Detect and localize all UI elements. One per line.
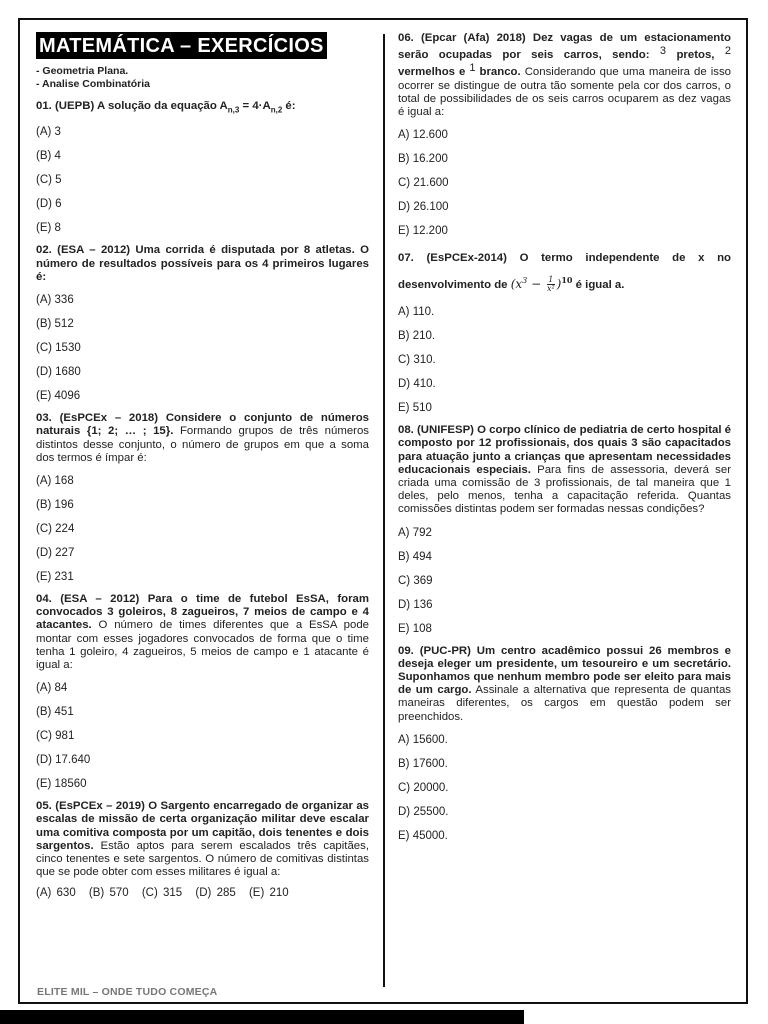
option: (A) 630 bbox=[36, 887, 76, 900]
q9-stem-bold: 09. (PUC-PR) Um centro acadêmico possui 26 membros e deseja eleger um presidente, um tesoureiro e um secretário. Suponhamos que nenhum membro pode ser eleito para mais de um cargo. bbox=[398, 644, 731, 697]
option: A) 110. bbox=[398, 306, 435, 319]
question-05 bbox=[36, 800, 369, 879]
q6-n3: 1 bbox=[469, 62, 476, 75]
question-08 bbox=[398, 424, 731, 516]
option: (C) 315 bbox=[141, 887, 183, 900]
q6-t1: pretos, bbox=[666, 49, 725, 62]
option: (E) 4096 bbox=[36, 390, 81, 403]
q1-stem-c: é: bbox=[282, 100, 296, 112]
option: (B) 451 bbox=[36, 706, 74, 719]
q7-frac-num: 1 bbox=[548, 275, 554, 285]
q6-n1: 3 bbox=[659, 45, 667, 58]
topic-item: - Geometria Plana. bbox=[36, 65, 129, 77]
q4-stem: O número de times diferentes que a EsSA pode montar com esses jogadores convocados de forma que o time tenha 1 goleiro, 4 zagueiros, 5 meios de campo e 1 atacante é igual a: bbox=[36, 619, 369, 671]
option: A) 15600. bbox=[398, 733, 448, 746]
option: (C) 1530 bbox=[36, 342, 81, 355]
q1-sub2: n,2 bbox=[270, 105, 283, 115]
option: B) 210. bbox=[398, 330, 436, 343]
option: (C) 5 bbox=[36, 174, 62, 187]
option: (D) 6 bbox=[36, 198, 62, 211]
option: (D) 17.640 bbox=[36, 754, 91, 767]
option: B) 494 bbox=[398, 550, 432, 563]
q3-stem-bold: 03. (EsPCEx – 2018) Considere o conjunto de números naturais {1; 2; … ; 15}. bbox=[36, 412, 369, 438]
q5-stem-bold: 05. (EsPCEx – 2019) O Sargento encarregado de organizar as escalas de missão de certa organização militar deve escalar uma comitiva composta por um capitão, dois tenentes e dois sargentos. bbox=[36, 800, 369, 852]
q6-stem-bold: 06. (Epcar (Afa) 2018) Dez vagas de um estacionamento serão ocupadas por seis carros, sendo: bbox=[398, 32, 731, 62]
q7-expression: ($x^3$ − $\frac{1}{\text{x²}}$ )$^{10}$ bbox=[510, 275, 573, 294]
footer-brand: ELITE MIL – ONDE TUDO COMEÇA bbox=[37, 986, 218, 998]
q4-stem-bold: 04. (ESA – 2012) Para o time de futebol EsSA, foram convocados 3 goleiros, 8 zagueiros, 7 meios de campo e 4 atacantes. bbox=[36, 592, 369, 632]
option: D) 26.100 bbox=[398, 201, 449, 214]
option: (C) 224 bbox=[36, 522, 75, 535]
column-divider bbox=[383, 34, 385, 987]
question-01 bbox=[36, 100, 369, 116]
option: C) 310. bbox=[398, 354, 436, 367]
left-column bbox=[36, 32, 369, 901]
option: (E) 18560 bbox=[36, 778, 87, 791]
option: E) 108 bbox=[398, 622, 432, 635]
question-02 bbox=[36, 244, 369, 284]
page-title: MATEMÁTICA – EXERCÍCIOS bbox=[36, 32, 327, 59]
q6-stem: Considerando que uma maneira de isso ocorrer se distingue de outra tão somente pela cor dos carros, o total de possibilidades de os seis carros ocuparem as dez vagas é igual a: bbox=[398, 66, 731, 119]
q6-t2: vermelhos e bbox=[398, 66, 470, 79]
option: B) 16.200 bbox=[398, 153, 448, 166]
option: (D) 227 bbox=[36, 546, 75, 559]
question-06 bbox=[398, 32, 731, 119]
q7-stem-bold: 07. (EsPCEx-2014) O termo independente de x no desenvolvimento de bbox=[398, 252, 731, 292]
topic-item: - Analise Combinatória bbox=[36, 77, 150, 90]
question-07 bbox=[398, 247, 731, 296]
option: (A) 84 bbox=[36, 682, 68, 695]
q2-stem: 02. (ESA – 2012) Uma corrida é disputada por 8 atletas. O número de resultados possíveis para os 4 primeiros lugares é: bbox=[36, 244, 369, 283]
q5-options bbox=[36, 887, 369, 900]
option: (E) 210 bbox=[248, 887, 289, 900]
q8-stem-bold: 08. (UNIFESP) O corpo clínico de pediatria de certo hospital é composto por 12 profissionais, dos quais 3 são capacitados para atuação junto a crianças que apresentam necessidades educacionais especiais. bbox=[398, 424, 731, 476]
q7-stem-end: é igual a. bbox=[575, 279, 625, 292]
right-column bbox=[398, 32, 731, 844]
option: C) 369 bbox=[398, 574, 433, 587]
option: (B) 570 bbox=[88, 887, 129, 900]
option: (B) 4 bbox=[36, 150, 61, 163]
q1-sub1: n,3 bbox=[227, 105, 240, 115]
option: A) 792 bbox=[398, 526, 432, 539]
option: (E) 231 bbox=[36, 570, 74, 583]
option: D) 136 bbox=[398, 598, 433, 611]
option: (C) 981 bbox=[36, 730, 75, 743]
option: (A) 3 bbox=[36, 126, 61, 139]
question-04 bbox=[36, 593, 369, 672]
q7-base: x bbox=[515, 277, 523, 292]
option: (E) 8 bbox=[36, 222, 61, 235]
option: E) 45000. bbox=[398, 829, 448, 842]
option: B) 17600. bbox=[398, 757, 448, 770]
q7-pow: 3 bbox=[522, 276, 528, 286]
q3-stem: Formando grupos de três números distintos desse conjunto, o número de grupos em que a soma dos termos é ímpar é: bbox=[36, 425, 370, 464]
option: (A) 168 bbox=[36, 474, 74, 487]
topics-list bbox=[36, 65, 369, 90]
option: D) 410. bbox=[398, 378, 436, 391]
q6-n2: 2 bbox=[724, 45, 731, 58]
q6-t3: branco. bbox=[475, 66, 521, 79]
q5-stem: Estão aptos para serem escalados três capitães, cinco tenentes e sete sargentos. O número de comitivas distintas que se pode obter com esses militares é igual a: bbox=[36, 839, 369, 879]
option: A) 12.600 bbox=[398, 129, 448, 142]
q1-stem-a: 01. (UEPB) A solução da equação A bbox=[36, 100, 228, 112]
option: E) 510 bbox=[398, 402, 432, 415]
option: (A) 336 bbox=[36, 294, 74, 307]
question-09 bbox=[398, 645, 731, 724]
question-03 bbox=[36, 412, 369, 465]
option: D) 25500. bbox=[398, 805, 449, 818]
q1-stem-b: = 4·A bbox=[239, 100, 271, 112]
option: E) 12.200 bbox=[398, 225, 448, 238]
q7-frac-den: x² bbox=[546, 284, 555, 294]
option: C) 20000. bbox=[398, 781, 449, 794]
q7-fraction bbox=[547, 276, 555, 293]
q9-stem: Assinale a alternativa que representa de quantas maneiras diferentes, os cargos em questão podem ser preenchidos. bbox=[398, 684, 731, 723]
q8-stem: Para fins de assessoria, deverá ser criada uma comissão de 3 profissionais, de tal maneira que 1 deles, pelo menos, tenha a capacitação referida. Quantas comissões distintas podem ser formadas nessas condições? bbox=[398, 463, 731, 516]
option: (D) 1680 bbox=[36, 366, 81, 379]
option: (B) 512 bbox=[36, 318, 74, 331]
q7-minus: − bbox=[527, 277, 545, 292]
option: (B) 196 bbox=[36, 498, 74, 511]
bottom-bar bbox=[0, 1010, 524, 1024]
option: C) 21.600 bbox=[398, 177, 449, 190]
option: (D) 285 bbox=[195, 887, 236, 900]
q7-exp: 10 bbox=[561, 275, 573, 286]
